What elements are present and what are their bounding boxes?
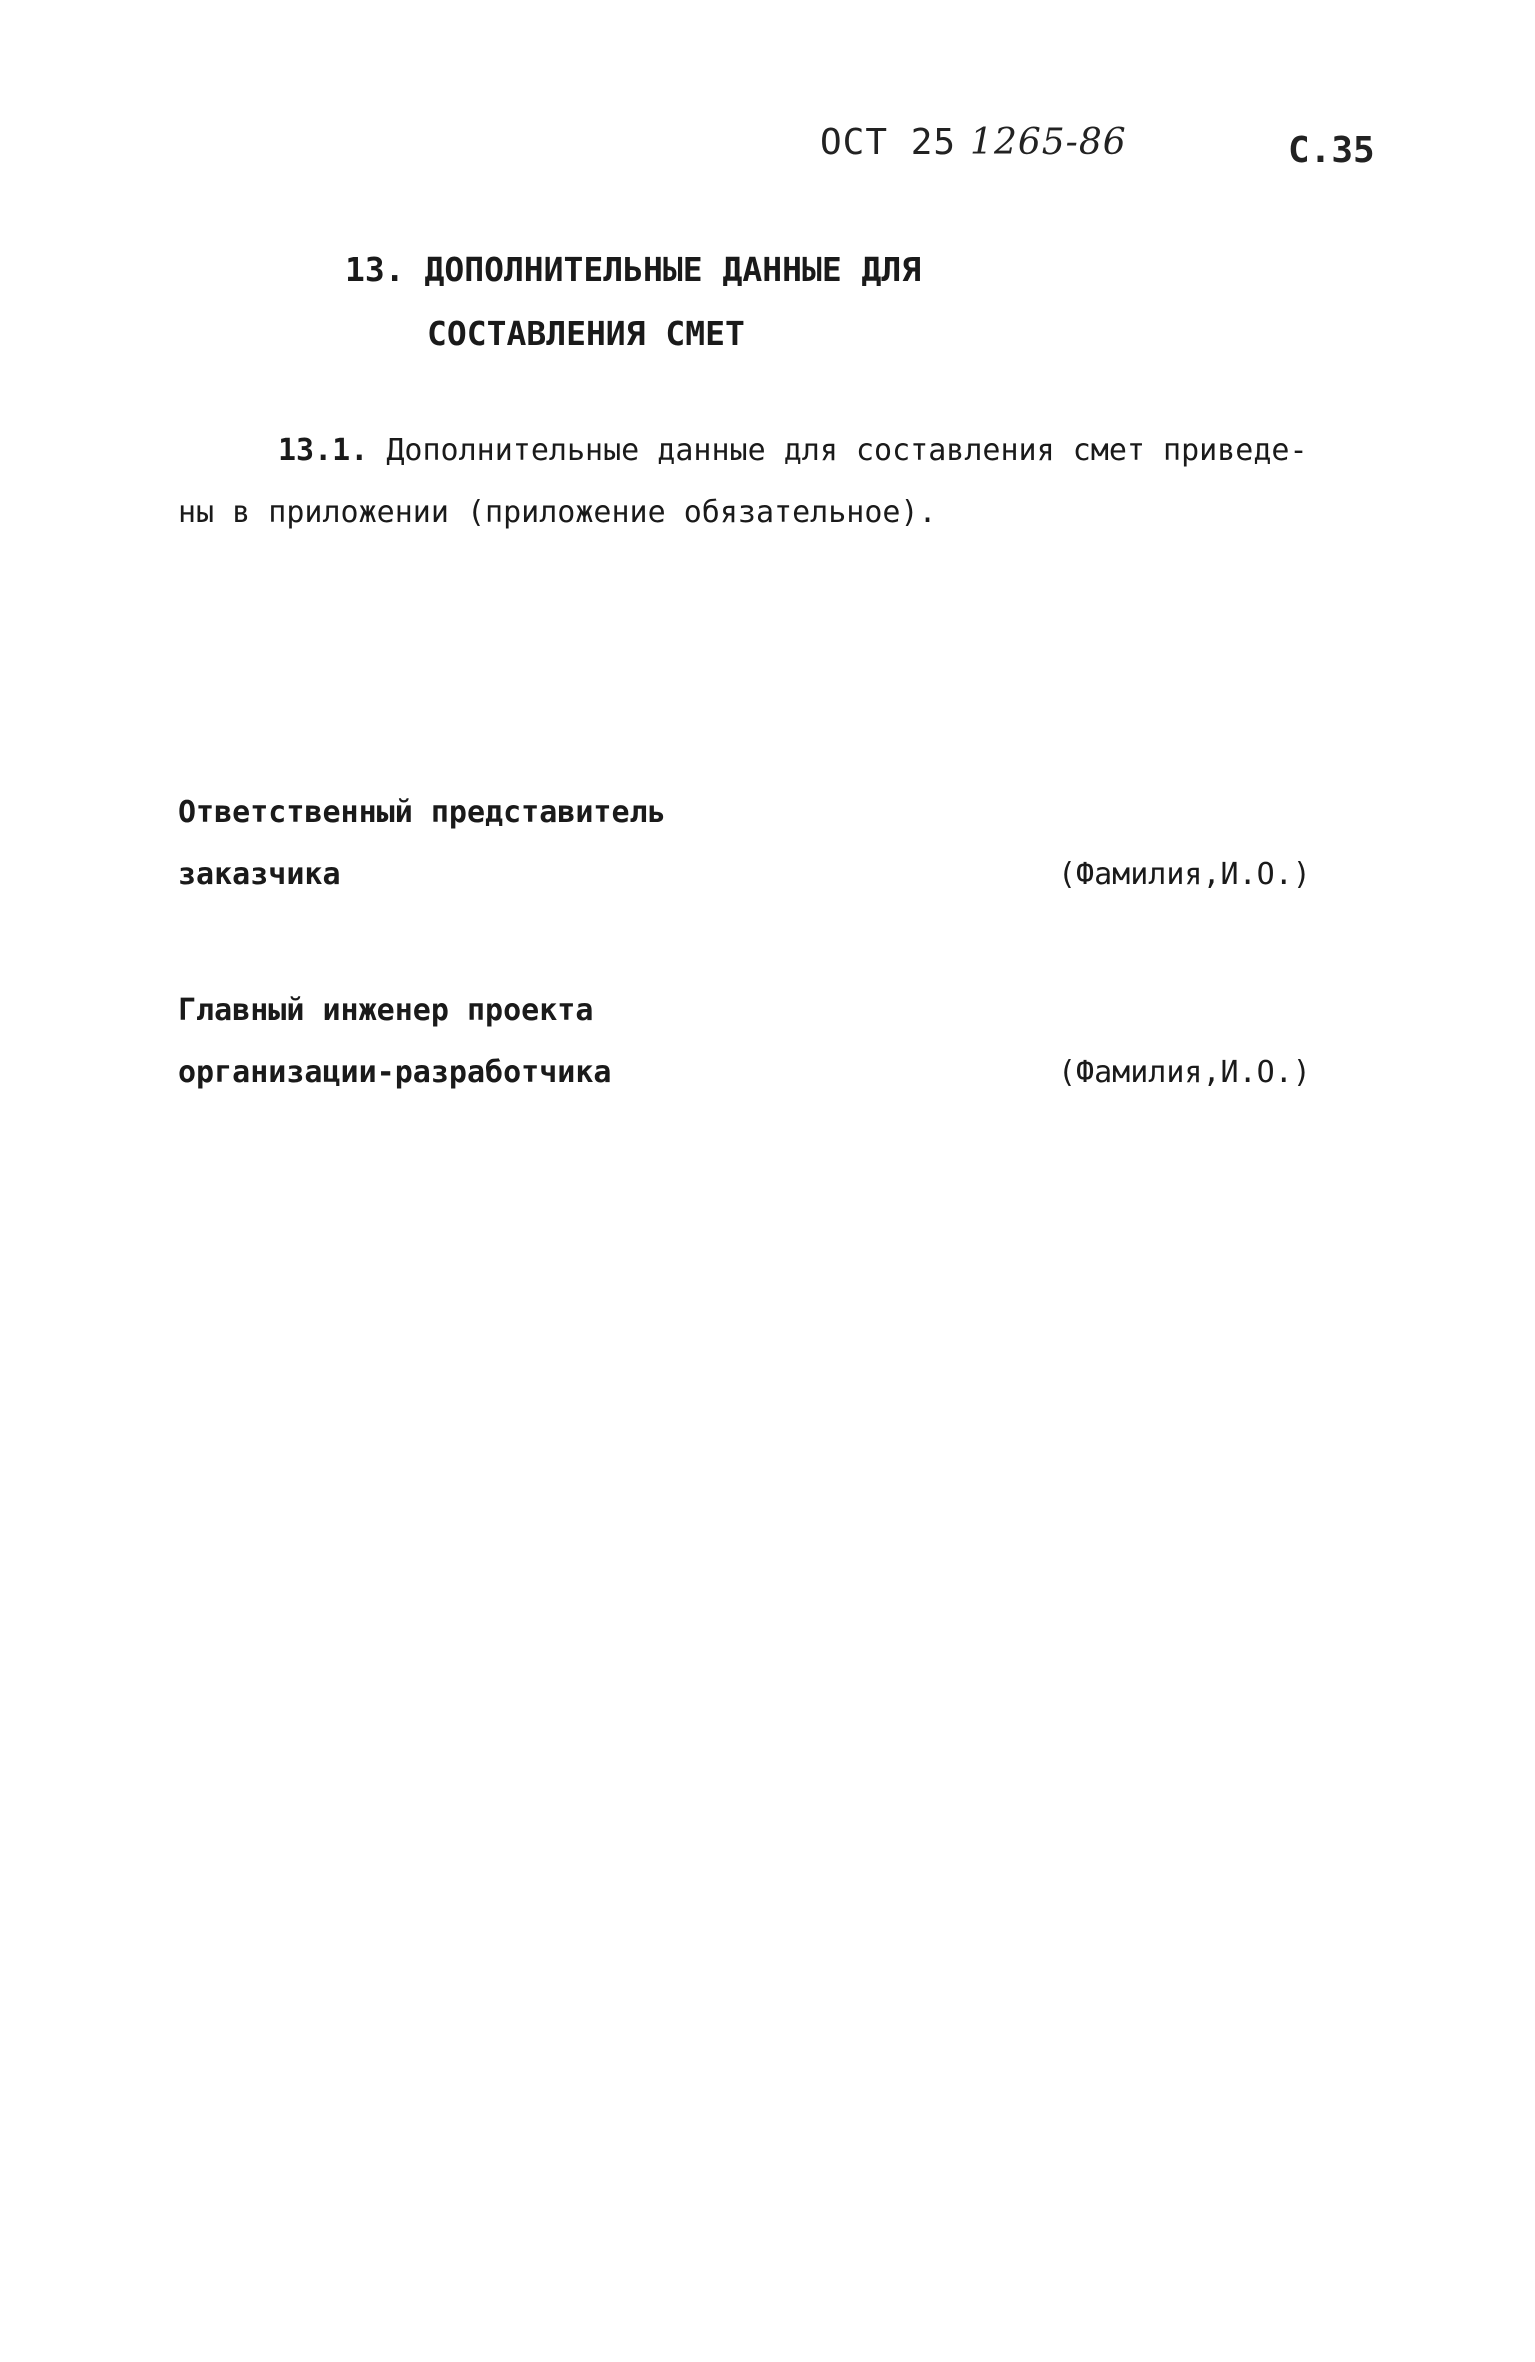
paragraph-text-line-1: Дополнительные данные для составления смет приведе-	[368, 433, 1308, 468]
standard-code: ОСТ 25	[820, 122, 957, 163]
signature-role-line	[178, 980, 1328, 1042]
signature-role-line-2: заказчика	[178, 857, 341, 892]
paragraph-line-1	[178, 420, 1378, 482]
handwritten-document-number: 1265-86	[970, 122, 1127, 163]
signature-role-line	[178, 1042, 1328, 1104]
signature-name-placeholder: (Фамилия,И.О.)	[1058, 857, 1311, 892]
signature-role-line	[178, 782, 1328, 844]
paragraph-number: 13.1.	[278, 433, 369, 468]
section-title-line-1: 13. ДОПОЛНИТЕЛЬНЫЕ ДАННЫЕ ДЛЯ	[345, 250, 922, 289]
signature-role-line-1: Ответственный представитель	[178, 795, 666, 830]
document-code	[820, 122, 1127, 163]
page-number: С.35	[1288, 130, 1375, 171]
page-header	[820, 118, 1380, 178]
signature-role-line-1: Главный инженер проекта	[178, 993, 594, 1028]
signature-role-line-2: организации-разработчика	[178, 1055, 612, 1090]
section-title-line-2: СОСТАВЛЕНИЯ СМЕТ	[427, 314, 745, 353]
signature-name-placeholder: (Фамилия,И.О.)	[1058, 1055, 1311, 1090]
paragraph-13-1	[178, 420, 1378, 544]
section-title	[345, 238, 921, 366]
signature-block-customer	[178, 782, 1328, 906]
signature-block-chief-engineer	[178, 980, 1328, 1104]
signature-role-line	[178, 844, 1328, 906]
paragraph-text-line-2: ны в приложении (приложение обязательное).	[178, 495, 937, 530]
